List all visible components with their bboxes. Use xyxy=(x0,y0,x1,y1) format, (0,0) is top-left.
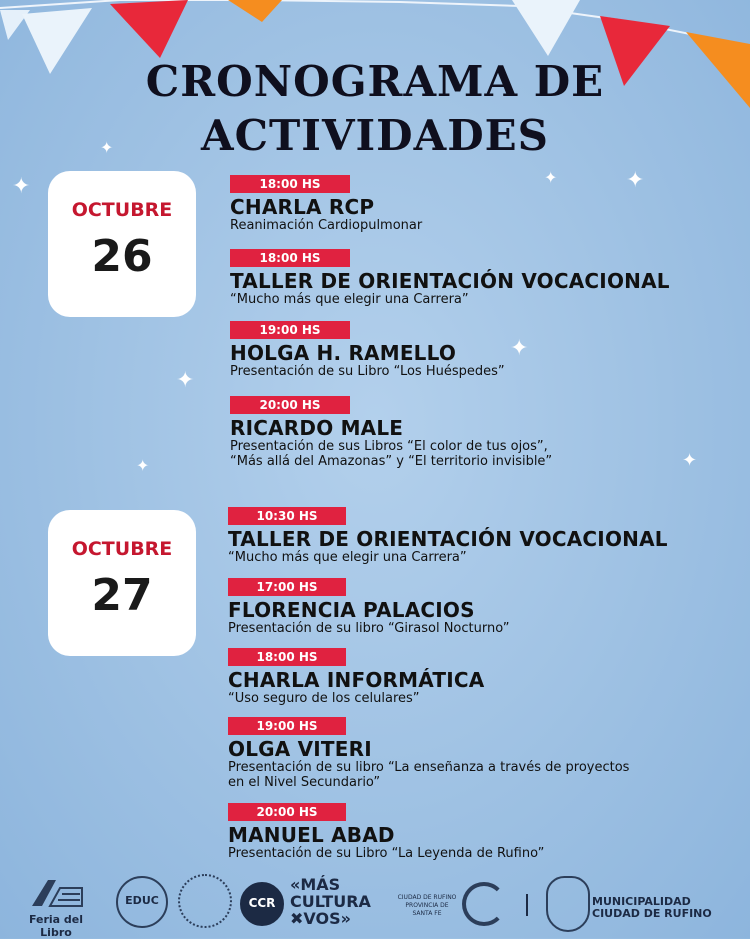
event-desc: Presentación de sus Libros “El color de tus ojos”, xyxy=(230,439,548,454)
municipalidad-line2: CIUDAD DE RUFINO xyxy=(592,907,712,920)
event-desc: “Mucho más que elegir una Carrera” xyxy=(228,550,467,565)
event-name: CHARLA RCP xyxy=(230,195,375,219)
event-time-badge: 18:00 HS xyxy=(230,175,350,193)
event-time-badge: 17:00 HS xyxy=(228,578,346,596)
mas-cultura-line1: «MÁS xyxy=(290,875,341,894)
event-item xyxy=(230,247,730,307)
municipalidad-shield-icon xyxy=(546,876,590,932)
mas-cultura-logo xyxy=(290,876,370,927)
flag-red-1 xyxy=(110,0,188,58)
sparkle-icon: ✦ xyxy=(544,168,558,187)
event-item xyxy=(230,173,730,233)
sparkle-icon: ✦ xyxy=(626,168,645,193)
event-item xyxy=(228,505,728,565)
event-desc: Reanimación Cardiopulmonar xyxy=(230,218,423,233)
event-item xyxy=(228,646,728,706)
event-time-badge: 18:00 HS xyxy=(228,648,346,666)
event-item xyxy=(228,801,728,861)
event-desc: Presentación de su libro “La enseñanza a través de proyectos xyxy=(228,760,630,775)
event-name: TALLER DE ORIENTACIÓN VOCACIONAL xyxy=(228,527,668,551)
ccr-logo xyxy=(240,882,284,926)
date-day: 27 xyxy=(91,570,153,621)
event-desc: “Más allá del Amazonas” y “El territorio invisible” xyxy=(230,454,553,469)
event-name: MANUEL ABAD xyxy=(228,823,395,847)
event-name: RICARDO MALE xyxy=(230,416,404,440)
date-card-day2 xyxy=(48,510,196,656)
event-name: TALLER DE ORIENTACIÓN VOCACIONAL xyxy=(230,269,670,293)
event-item xyxy=(228,576,728,636)
event-time-badge: 19:00 HS xyxy=(228,717,346,735)
book-icon xyxy=(26,876,86,910)
event-desc: en el Nivel Secundario” xyxy=(228,775,381,790)
provincia-label: CIUDAD DE RUFINO PROVINCIA DE SANTA FE xyxy=(397,894,457,917)
event-item xyxy=(230,394,730,469)
event-time-badge: 20:00 HS xyxy=(228,803,346,821)
event-time-badge: 10:30 HS xyxy=(228,507,346,525)
event-time-badge: 18:00 HS xyxy=(230,249,350,267)
event-desc: Presentación de su Libro “La Leyenda de Rufino” xyxy=(228,846,545,861)
event-name: FLORENCIA PALACIOS xyxy=(228,598,475,622)
footer-divider xyxy=(526,894,528,916)
municipalidad-line1: MUNICIPALIDAD xyxy=(592,895,691,908)
sparkle-icon: ✦ xyxy=(510,336,529,361)
rufino-c-logo xyxy=(462,882,506,926)
date-month: OCTUBRE xyxy=(71,538,173,560)
mas-cultura-line3: ✖VOS» xyxy=(290,909,351,928)
feria-del-libro-logo xyxy=(20,876,92,939)
mas-cultura-line2: CULTURA xyxy=(290,892,371,911)
ccr-label: CCR xyxy=(248,896,276,910)
sparkle-icon: ✦ xyxy=(12,174,31,199)
educ-logo xyxy=(116,876,168,928)
event-desc: “Mucho más que elegir una Carrera” xyxy=(230,292,469,307)
educ-label: EDUC xyxy=(125,894,159,907)
page-title-line2: ACTIVIDADES xyxy=(201,111,549,160)
direccion-educacion-logo xyxy=(178,874,232,928)
page-title-line1: CRONOGRAMA DE xyxy=(145,57,605,106)
sparkle-icon: ✦ xyxy=(682,450,698,471)
event-name: CHARLA INFORMÁTICA xyxy=(228,668,485,692)
event-item xyxy=(228,715,728,790)
sparkle-icon: ✦ xyxy=(136,456,150,475)
flag-orange-1 xyxy=(228,0,282,22)
event-desc: Presentación de su libro “Girasol Nocturno” xyxy=(228,621,510,636)
event-name: OLGA VITERI xyxy=(228,737,372,761)
sparkle-icon: ✦ xyxy=(100,138,114,157)
event-time-badge: 19:00 HS xyxy=(230,321,350,339)
flag-white-3 xyxy=(512,0,580,56)
event-desc: Presentación de su Libro “Los Huéspedes” xyxy=(230,364,505,379)
date-month: OCTUBRE xyxy=(71,199,173,221)
footer-logos xyxy=(0,872,750,938)
event-desc: “Uso seguro de los celulares” xyxy=(228,691,420,706)
feria-label: Feria del Libro xyxy=(28,913,84,939)
event-item xyxy=(230,319,730,379)
sparkle-icon: ✦ xyxy=(176,368,195,393)
event-time-badge: 20:00 HS xyxy=(230,396,350,414)
municipalidad-logo xyxy=(592,896,722,920)
date-card-day1 xyxy=(48,171,196,317)
event-name: HOLGA H. RAMELLO xyxy=(230,341,457,365)
date-day: 26 xyxy=(91,231,153,282)
